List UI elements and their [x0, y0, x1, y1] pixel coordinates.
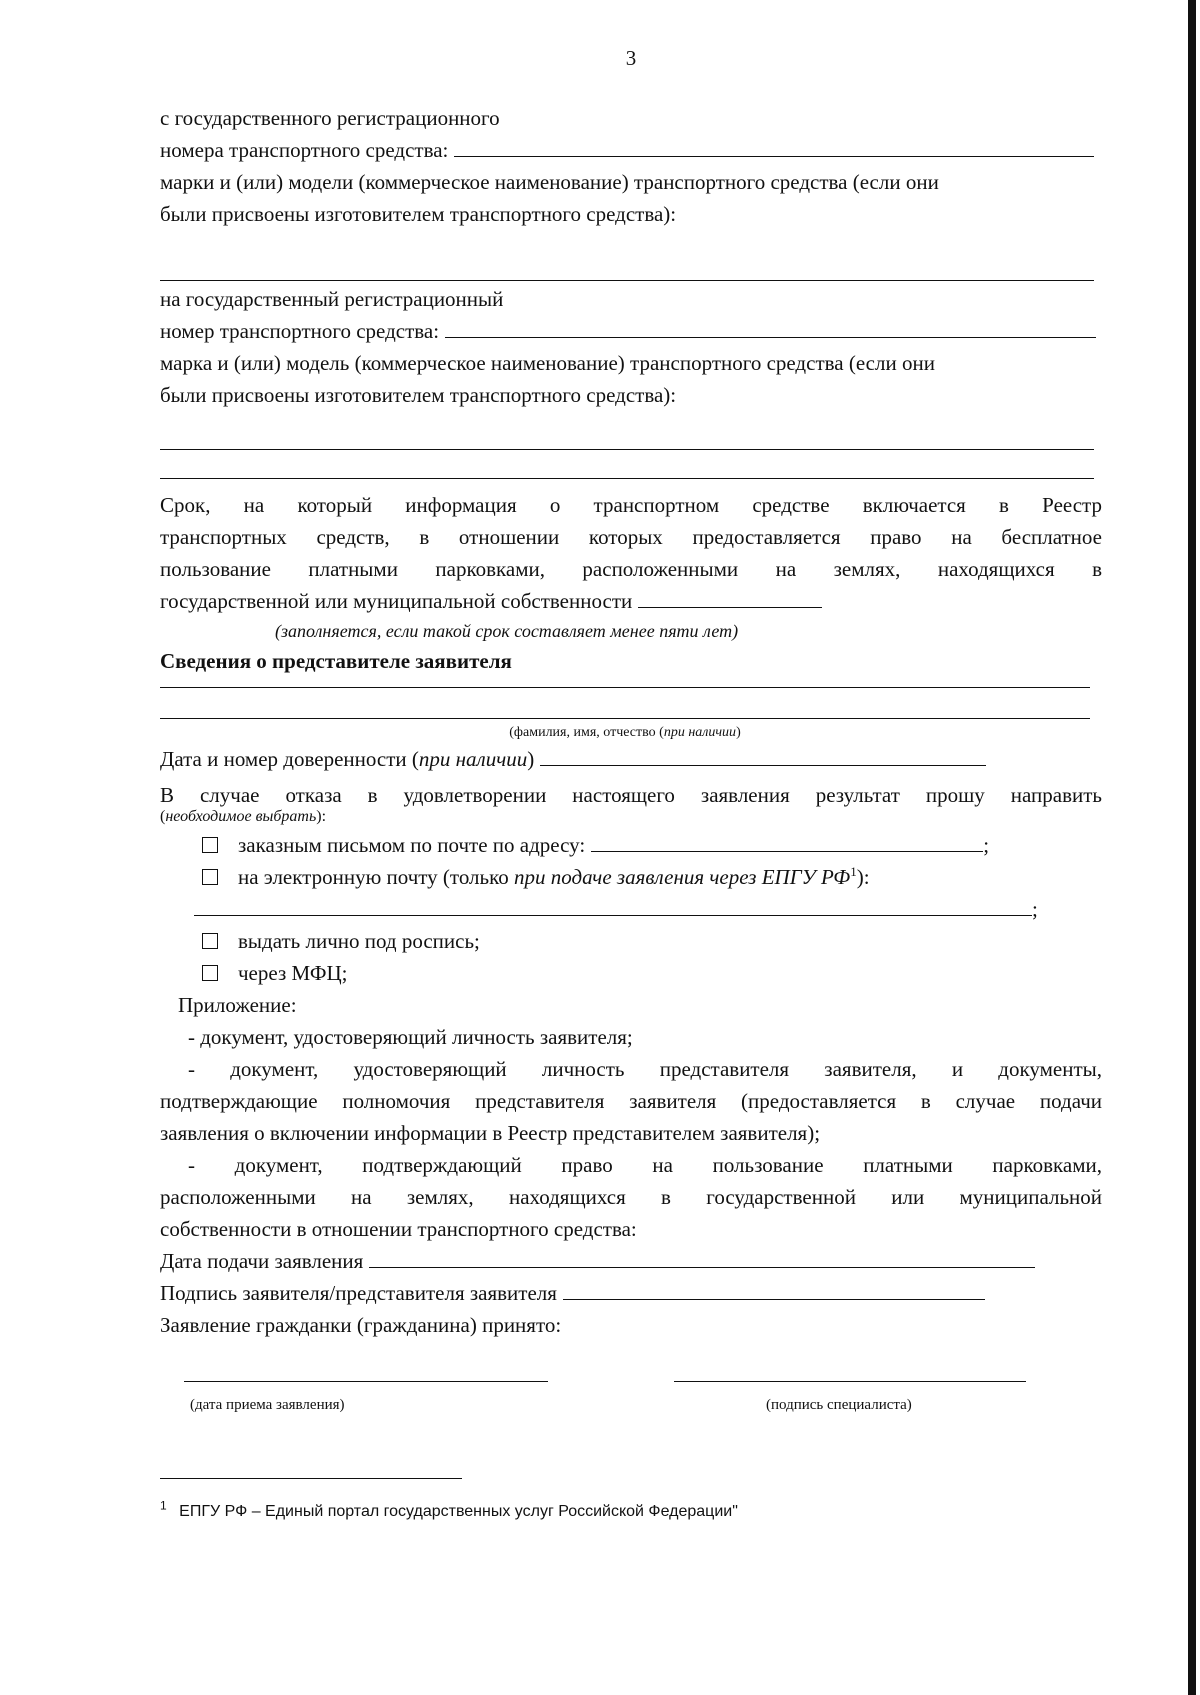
attachment-item1: - документ, удостоверяющий личность заявителя; — [188, 1025, 633, 1049]
acceptance-date-caption: (дата приема заявления) — [190, 1397, 345, 1413]
from-brand-line2: были присвоены изготовителем транспортного средства): — [160, 202, 677, 226]
option-mfc-label: через МФЦ; — [238, 961, 348, 985]
poa-label: Дата и номер доверенности (при наличии) — [160, 747, 535, 771]
representative-heading: Сведения о представителе заявителя — [160, 649, 512, 673]
representative-name-field-1[interactable] — [160, 677, 1090, 688]
footnote-text: ЕПГУ РФ – Единый портал государственных услуг Российской Федерации" — [179, 1503, 738, 1520]
term-paragraph — [160, 489, 1102, 617]
from-brand-field[interactable] — [160, 230, 1094, 281]
to-reg-row — [160, 315, 1102, 347]
from-reg-label: номера транспортного средства: — [160, 138, 449, 162]
attachments-title: Приложение: — [178, 993, 297, 1017]
to-brand-line2: были присвоены изготовителем транспортного средства): — [160, 383, 677, 407]
term-field[interactable] — [638, 585, 822, 608]
poa-field[interactable] — [540, 743, 986, 766]
from-reg-field[interactable] — [454, 134, 1094, 157]
to-reg-label: номер транспортного средства: — [160, 319, 440, 343]
option-in-person-label: выдать лично под роспись; — [238, 929, 480, 953]
refusal-line1: В случае отказа в удовлетворении настоящего заявления результат прошу направить — [160, 783, 1102, 807]
signature-label: Подпись заявителя/представителя заявителя — [160, 1281, 557, 1305]
to-brand-line1: марка и (или) модель (коммерческое наименование) транспортного средства (если они — [160, 351, 935, 375]
to-reg-field[interactable] — [445, 315, 1096, 338]
submission-date-field[interactable] — [369, 1245, 1035, 1268]
signature-row — [160, 1277, 1102, 1309]
mail-address-field[interactable] — [591, 829, 983, 852]
option-email[interactable] — [160, 861, 1102, 893]
option-email-label: на электронную почту (только при подаче заявления через ЕПГУ $РФ^1$): — [238, 864, 870, 889]
term-line4-row — [160, 585, 1102, 617]
submission-date-label: Дата подачи заявления — [160, 1249, 364, 1273]
attachment-item2 — [160, 1053, 1102, 1149]
attachment-item2-line2: подтверждающие полномочия представителя заявителя (предоставляется в случае подачи — [160, 1089, 1102, 1113]
option-mail-label: заказным письмом по почте по адресу: — [238, 833, 586, 857]
refusal-hint: (необходимое выбрать): — [160, 808, 327, 825]
attachment-item2-line3: заявления о включении информации в Реестр представителем заявителя); — [160, 1121, 821, 1145]
email-field[interactable] — [194, 893, 1032, 916]
footnote — [160, 1498, 738, 1521]
submission-date-row — [160, 1245, 1102, 1277]
term-note: (заполняется, если такой срок составляет менее пяти лет) — [275, 621, 739, 641]
representative-name-caption: (фамилия, имя, отчество (при наличии) — [509, 725, 741, 740]
option-mail-semicolon: ; — [983, 833, 990, 857]
scan-edge — [1188, 0, 1196, 1695]
option-mfc-checkbox[interactable] — [202, 965, 218, 981]
attachment-item3 — [160, 1149, 1102, 1245]
to-brand-field-2[interactable] — [160, 450, 1094, 479]
email-semicolon: ; — [1032, 897, 1038, 921]
email-field-row — [160, 893, 1102, 925]
option-in-person[interactable] — [160, 925, 1102, 957]
term-line1: Срок, на который информация о транспортном средстве включается в Реестр — [160, 493, 1102, 517]
attachment-item3-line2: расположенными на землях, находящихся в государственной или муниципальной — [160, 1185, 1102, 1209]
signature-field[interactable] — [563, 1277, 985, 1300]
term-line2: транспортных средств, в отношении которых предоставляется право на бесплатное — [160, 525, 1102, 549]
specialist-signature-field[interactable] — [674, 1381, 1026, 1382]
term-line3: пользование платными парковками, расположенными на землях, находящихся в — [160, 557, 1102, 581]
option-mail-checkbox[interactable] — [202, 837, 218, 853]
attachment-item3-line1: - документ, подтверждающий право на пользование платными парковками, — [188, 1153, 1102, 1177]
poa-row — [160, 743, 1102, 775]
form-body — [160, 102, 1102, 1421]
footnote-marker: 1 — [160, 1498, 167, 1513]
option-mail[interactable] — [160, 829, 1102, 861]
representative-name-field-2[interactable] — [160, 688, 1090, 719]
attachment-item2-line1: - документ, удостоверяющий личность представителя заявителя, и документы, — [188, 1057, 1102, 1081]
term-line4: государственной или муниципальной собственности — [160, 589, 633, 613]
to-reg-line1: на государственный регистрационный — [160, 287, 504, 311]
from-brand-line1: марки и (или) модели (коммерческое наименование) транспортного средства (если они — [160, 170, 939, 194]
from-reg-line1: с государственного регистрационного — [160, 106, 500, 130]
footnote-separator — [160, 1478, 462, 1479]
accepted-label: Заявление гражданки (гражданина) принято: — [160, 1313, 562, 1337]
option-email-checkbox[interactable] — [202, 869, 218, 885]
acceptance-signatures — [160, 1361, 1102, 1421]
acceptance-date-field[interactable] — [184, 1381, 548, 1382]
from-reg-row — [160, 134, 1102, 166]
page-number: 3 — [625, 46, 637, 70]
option-in-person-checkbox[interactable] — [202, 933, 218, 949]
option-mfc[interactable] — [160, 957, 1102, 989]
to-brand-field-1[interactable] — [160, 411, 1094, 450]
attachment-item3-line3: собственности в отношении транспортного средства: — [160, 1217, 637, 1241]
specialist-signature-caption: (подпись специалиста) — [766, 1397, 912, 1413]
